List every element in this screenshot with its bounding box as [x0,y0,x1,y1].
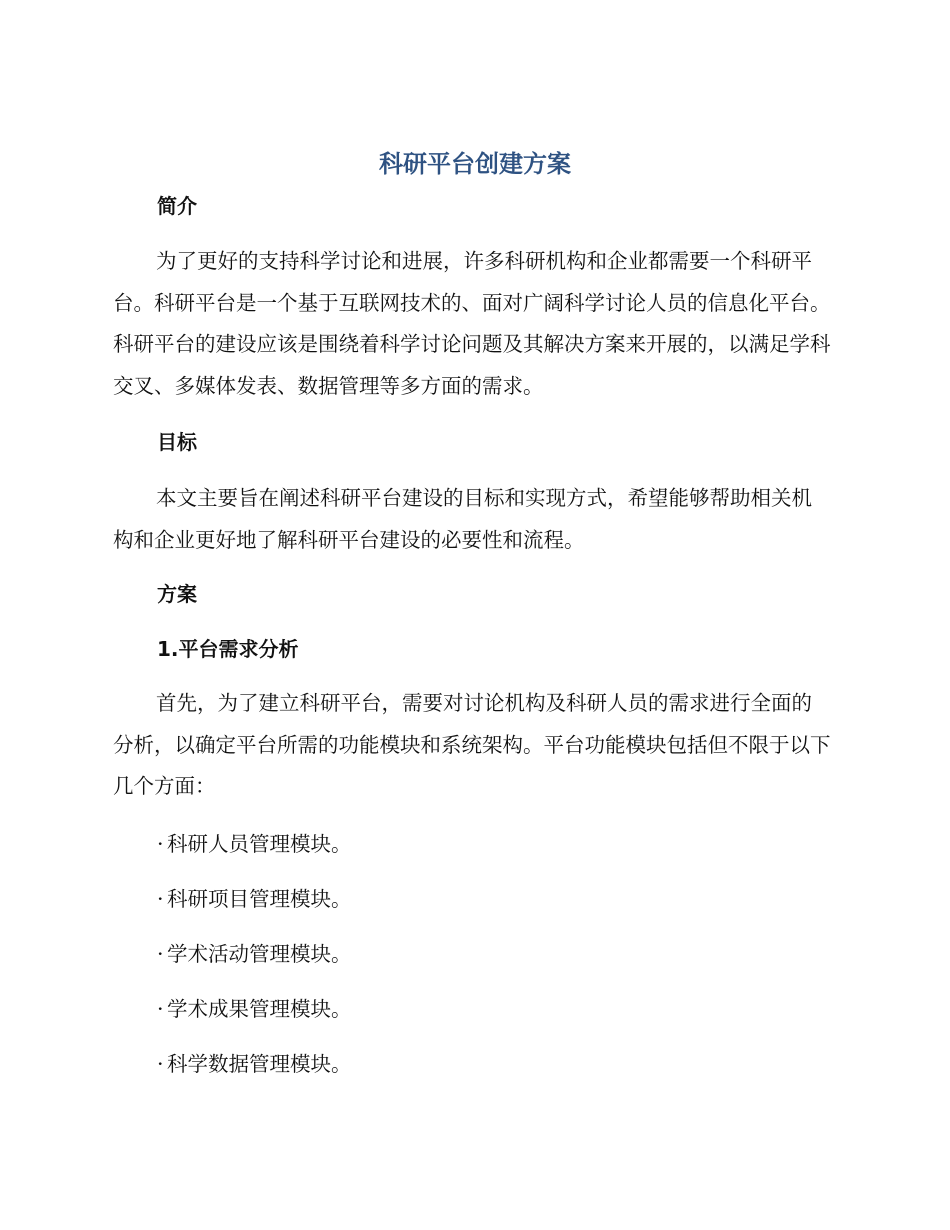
bullet-marker: · [157,1052,164,1076]
list-item [157,884,352,914]
list-item [157,829,352,859]
bullet-marker: · [157,997,164,1021]
list-item-text: 学术活动管理模块。 [167,942,352,966]
plan-paragraph: 首先，为了建立科研平台，需要对讨论机构及科研人员的需求进行全面的分析，以确定平台所需的功能模块和系统架构。平台功能模块包括但不限于以下几个方面： [113,691,831,798]
list-item [157,939,352,969]
intro-paragraph: 为了更好的支持科学讨论和进展，许多科研机构和企业都需要一个科研平台。科研平台是一个基于互联网技术的、面对广阔科学讨论人员的信息化平台。科研平台的建设应该是围绕着科学讨论问题及其解决方案来开展的，以满足学科交叉、多媒体发表、数据管理等多方面的需求。 [113,249,831,398]
section-heading-plan: 方案 [157,582,197,606]
goal-paragraph: 本文主要旨在阐述科研平台建设的目标和实现方式，希望能够帮助相关机构和企业更好地了解科研平台建设的必要性和流程。 [113,486,812,552]
list-item [157,1049,352,1079]
bullet-marker: · [157,887,164,911]
bullet-marker: · [157,942,164,966]
section-heading-goal: 目标 [157,430,197,454]
subheading-requirements-analysis: 1.平台需求分析 [157,637,299,661]
document-title: 科研平台创建方案 [379,150,571,178]
list-item-text: 学术成果管理模块。 [167,997,352,1021]
list-item [157,994,352,1024]
list-item-text: 科研项目管理模块。 [167,887,352,911]
list-item-text: 科研人员管理模块。 [167,832,352,856]
list-item-text: 科学数据管理模块。 [167,1052,352,1076]
bullet-marker: · [157,832,164,856]
section-heading-intro: 简介 [157,194,197,218]
